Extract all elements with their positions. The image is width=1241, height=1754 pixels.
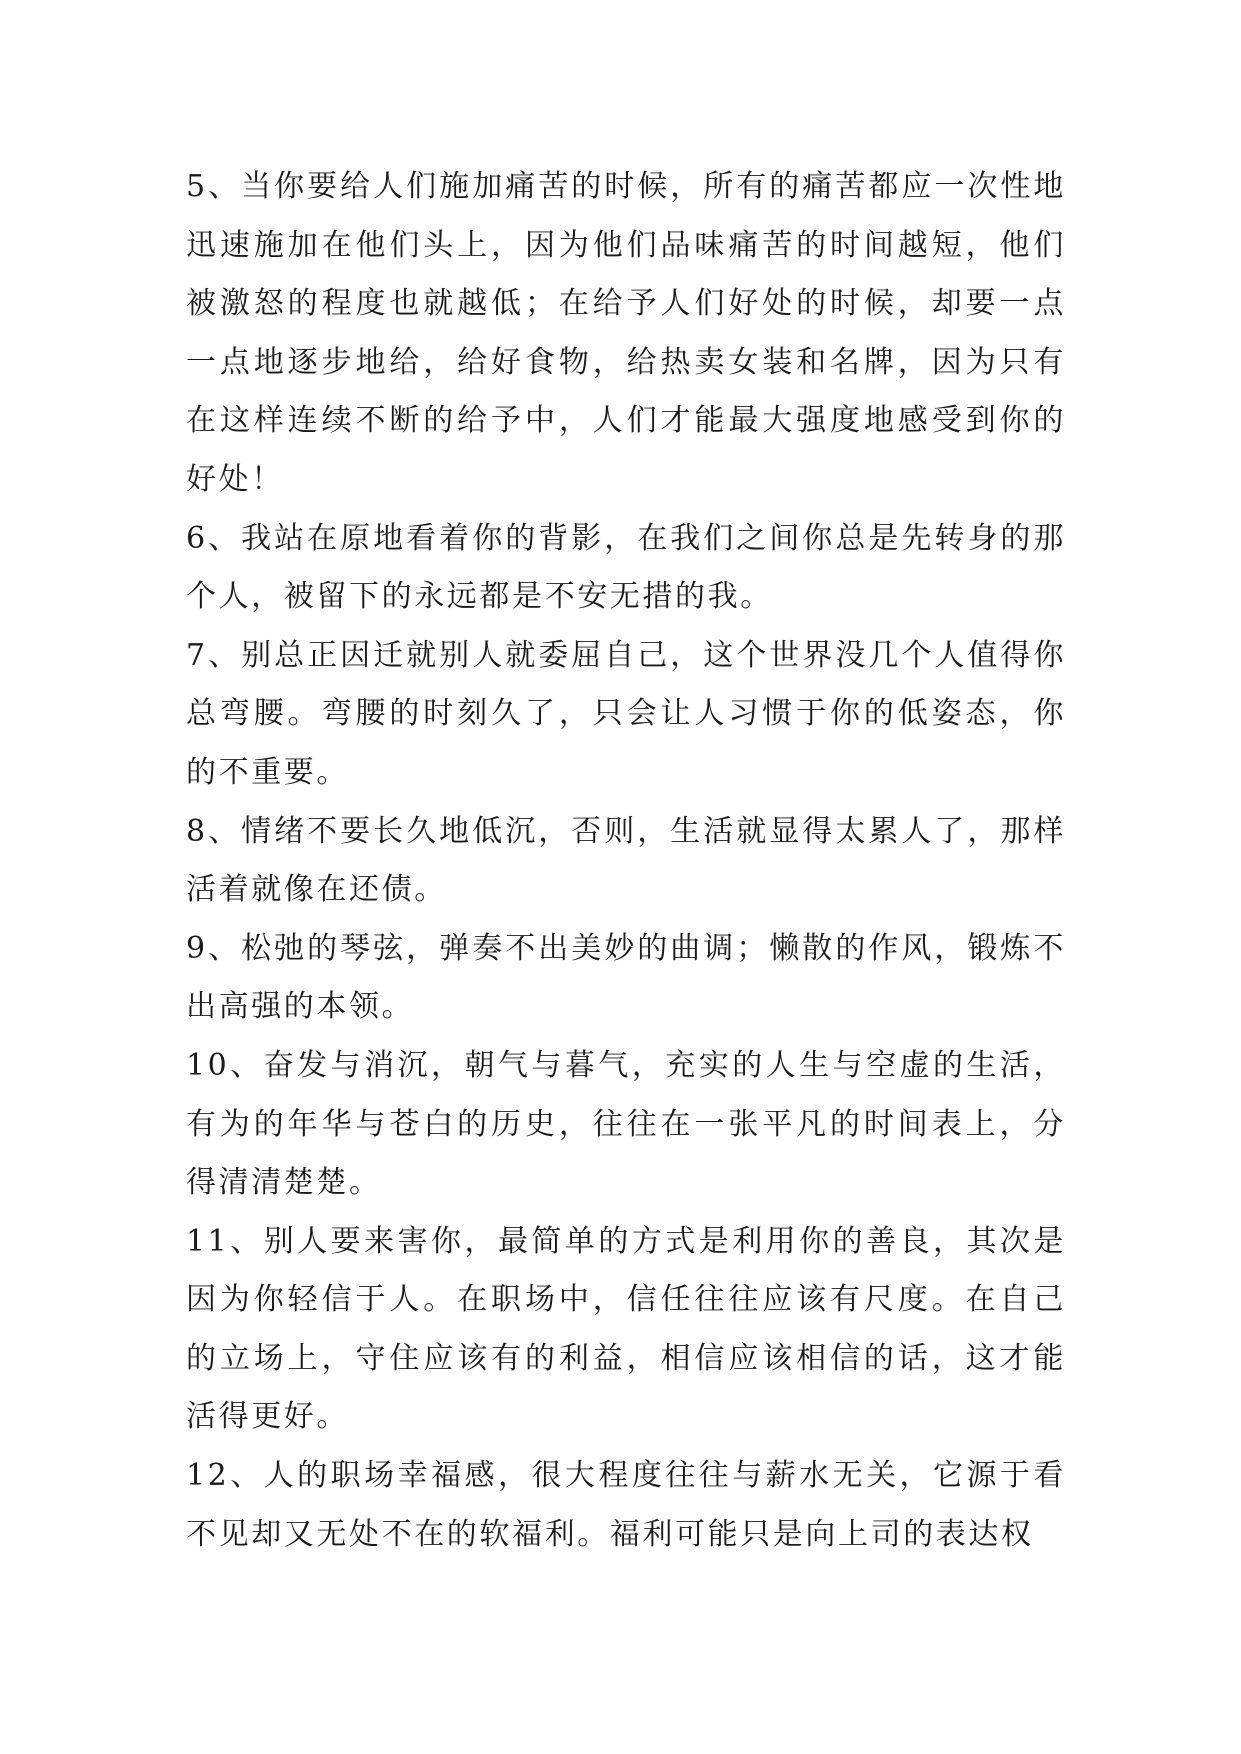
paragraph-5: 5、当你要给人们施加痛苦的时候，所有的痛苦都应一次性地迅速施加在他们头上，因为他们品味痛苦的时间越短，他们被激怒的程度也就越低；在给予人们好处的时候，却要一点一点地逐步地给，给好食物，给热卖女装和名牌，因为只有在这样连续不断的给予中，人们才能最大强度地感受到你的好处！: [186, 169, 1066, 497]
paragraph-10: 10、奋发与消沉，朝气与暮气，充实的人生与空虚的生活，有为的年华与苍白的历史，往往在一张平凡的时间表上，分得清清楚楚。: [186, 1047, 1066, 1201]
paragraph-7: 7、别总正因迁就别人就委屈自己，这个世界没几个人值得你总弯腰。弯腰的时刻久了，只会让人习惯于你的低姿态，你的不重要。: [186, 637, 1066, 790]
paragraph-12: 12、人的职场幸福感，很大程度往往与薪水无关，它源于看不见却又无处不在的软福利。福利可能只是向上司的表达权: [186, 1458, 1066, 1552]
paragraph-11: 11、别人要来害你，最简单的方式是利用你的善良，其次是因为你轻信于人。在职场中，信任往往应该有尺度。在自己的立场上，守住应该有的利益，相信应该相信的话，这才能活得更好。: [186, 1223, 1066, 1435]
paragraph-6: 6、我站在原地看着你的背影，在我们之间你总是先转身的那个人，被留下的永远都是不安无措的我。: [186, 520, 1066, 615]
paragraph-8: 8、情绪不要长久地低沉，否则，生活就显得太累人了，那样活着就像在还债。: [186, 813, 1066, 908]
document-body: [186, 158, 1066, 1564]
paragraph-9: 9、松弛的琴弦，弹奏不出美妙的曲调；懒散的作风，锻炼不出高强的本领。: [186, 930, 1066, 1025]
